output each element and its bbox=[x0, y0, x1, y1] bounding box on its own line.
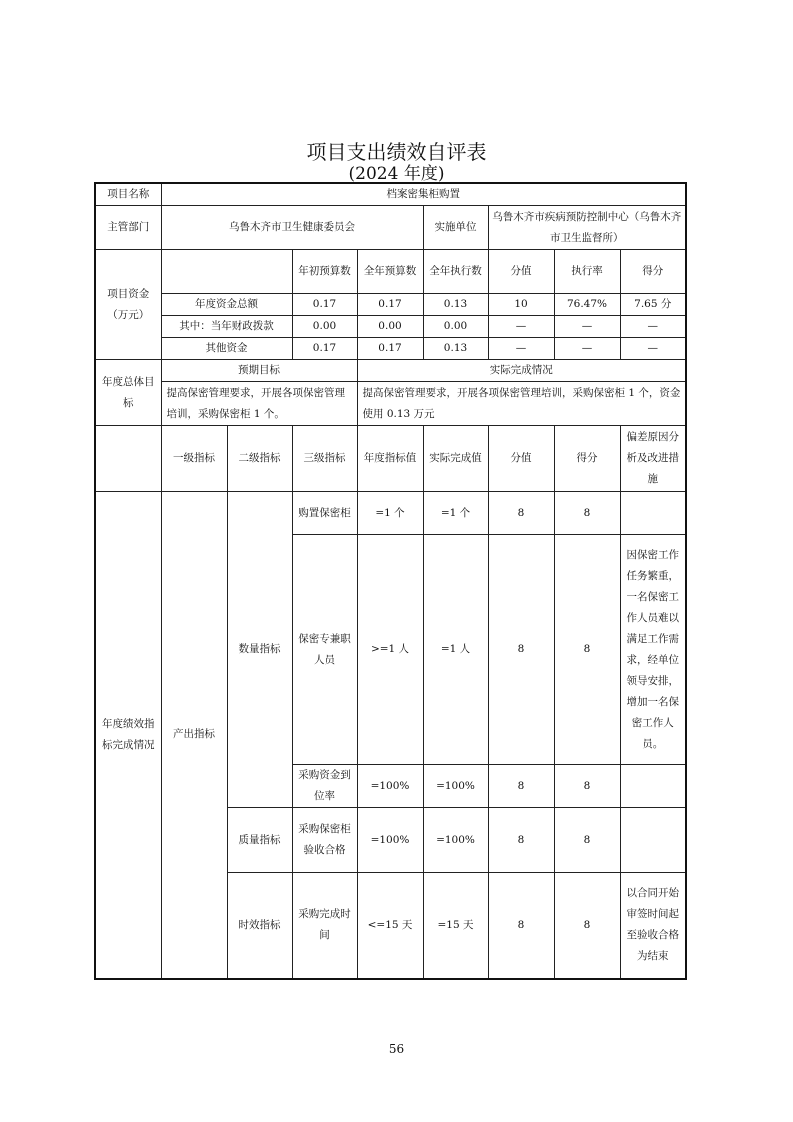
funds-row-executed: 0.13 bbox=[423, 294, 488, 316]
funds-row-initial: 0.17 bbox=[292, 294, 357, 316]
funds-row bbox=[95, 316, 686, 338]
funds-header-blank bbox=[161, 250, 292, 294]
indicator-actual: =1 人 bbox=[423, 535, 488, 765]
indicator-level3: 购置保密柜 bbox=[292, 492, 357, 535]
indicator-score-value: 8 bbox=[488, 808, 554, 873]
indicator-score: 8 bbox=[554, 765, 620, 808]
indicator-level2: 数量指标 bbox=[227, 492, 292, 808]
goals-actual-text: 提高保密管理要求，开展各项保密管理培训，采购保密柜 1 个，资金使用 0.13 万元 bbox=[357, 382, 686, 426]
funds-row-annual: 0.00 bbox=[357, 316, 423, 338]
indicator-deviation bbox=[620, 492, 686, 535]
goals-header-row bbox=[95, 360, 686, 382]
indicator-target: >=1 人 bbox=[357, 535, 423, 765]
funds-row bbox=[95, 294, 686, 316]
goals-expected-header: 预期目标 bbox=[161, 360, 357, 382]
indicator-score: 8 bbox=[554, 873, 620, 979]
document-subtitle: (2024 年度) bbox=[348, 164, 445, 184]
funds-row-label: 年度资金总额 bbox=[161, 294, 292, 316]
funds-row-score: 7.65 分 bbox=[620, 294, 686, 316]
document-title: 项目支出绩效自评表 bbox=[306, 140, 487, 164]
indicator-deviation: 以合同开始审签时间起至验收合格为结束 bbox=[620, 873, 686, 979]
funds-header-executed: 全年执行数 bbox=[423, 250, 488, 294]
indicator-actual: =15 天 bbox=[423, 873, 488, 979]
funds-row-score-value: 10 bbox=[488, 294, 554, 316]
funds-row-score: — bbox=[620, 316, 686, 338]
indicator-target: =100% bbox=[357, 765, 423, 808]
funds-header-annual: 全年预算数 bbox=[357, 250, 423, 294]
indicator-actual: =1 个 bbox=[423, 492, 488, 535]
department-label: 主管部门 bbox=[95, 206, 161, 250]
indicator-header-deviation: 偏差原因分析及改进措施 bbox=[620, 426, 686, 492]
funds-row-score-value: — bbox=[488, 338, 554, 360]
funds-row-initial: 0.00 bbox=[292, 316, 357, 338]
indicator-score-value: 8 bbox=[488, 873, 554, 979]
funds-row-rate: — bbox=[554, 316, 620, 338]
indicator-deviation bbox=[620, 765, 686, 808]
goals-content-row bbox=[95, 382, 686, 426]
performance-table bbox=[94, 182, 687, 980]
indicator-header-target: 年度指标值 bbox=[357, 426, 423, 492]
funds-row-label: 其中：当年财政拨款 bbox=[161, 316, 292, 338]
indicator-actual: =100% bbox=[423, 765, 488, 808]
funds-row-score-value: — bbox=[488, 316, 554, 338]
indicator-level3: 采购保密柜验收合格 bbox=[292, 808, 357, 873]
indicator-target: <=15 天 bbox=[357, 873, 423, 979]
indicator-header-blank bbox=[95, 426, 161, 492]
indicator-deviation: 因保密工作任务繁重，一名保密工作人员难以满足工作需求，经单位领导安排，增加一名保密工作人员。 bbox=[620, 535, 686, 765]
indicator-actual: =100% bbox=[423, 808, 488, 873]
funds-header-score-value: 分值 bbox=[488, 250, 554, 294]
funds-row-annual: 0.17 bbox=[357, 294, 423, 316]
indicator-header-actual: 实际完成值 bbox=[423, 426, 488, 492]
indicator-section-label: 年度绩效指标完成情况 bbox=[95, 492, 161, 979]
goals-actual-header: 实际完成情况 bbox=[357, 360, 686, 382]
implementing-unit-value: 乌鲁木齐市疾病预防控制中心（乌鲁木齐市卫生监督所） bbox=[488, 206, 686, 250]
funds-header-row bbox=[95, 250, 686, 294]
indicator-target: =100% bbox=[357, 808, 423, 873]
funds-row-label: 其他资金 bbox=[161, 338, 292, 360]
funds-row-annual: 0.17 bbox=[357, 338, 423, 360]
indicator-header-level1: 一级指标 bbox=[161, 426, 227, 492]
indicator-level1: 产出指标 bbox=[161, 492, 227, 979]
funds-header-rate: 执行率 bbox=[554, 250, 620, 294]
goals-label: 年度总体目标 bbox=[95, 360, 161, 426]
indicator-score: 8 bbox=[554, 492, 620, 535]
funds-label: 项目资金（万元） bbox=[95, 250, 161, 360]
indicator-level3: 采购完成时间 bbox=[292, 873, 357, 979]
indicator-level3: 采购资金到位率 bbox=[292, 765, 357, 808]
indicator-score-value: 8 bbox=[488, 535, 554, 765]
page-number: 56 bbox=[388, 1042, 405, 1056]
funds-row-rate: 76.47% bbox=[554, 294, 620, 316]
funds-row-executed: 0.00 bbox=[423, 316, 488, 338]
indicator-score: 8 bbox=[554, 535, 620, 765]
project-name-label: 项目名称 bbox=[95, 183, 161, 206]
indicator-score-value: 8 bbox=[488, 765, 554, 808]
funds-row-executed: 0.13 bbox=[423, 338, 488, 360]
indicator-header-level3: 三级指标 bbox=[292, 426, 357, 492]
department-row bbox=[95, 206, 686, 250]
funds-row bbox=[95, 338, 686, 360]
indicator-target: =1 个 bbox=[357, 492, 423, 535]
indicator-header-score: 得分 bbox=[554, 426, 620, 492]
indicator-level3: 保密专兼职人员 bbox=[292, 535, 357, 765]
indicator-row bbox=[95, 492, 686, 535]
indicator-level2: 质量指标 bbox=[227, 808, 292, 873]
project-name-row bbox=[95, 183, 686, 206]
project-name-value: 档案密集柜购置 bbox=[161, 183, 686, 206]
indicator-deviation bbox=[620, 808, 686, 873]
funds-header-initial: 年初预算数 bbox=[292, 250, 357, 294]
funds-row-score: — bbox=[620, 338, 686, 360]
goals-expected-text: 提高保密管理要求，开展各项保密管理培训，采购保密柜 1 个。 bbox=[161, 382, 357, 426]
indicator-header-row bbox=[95, 426, 686, 492]
implementing-unit-label: 实施单位 bbox=[423, 206, 488, 250]
indicator-score-value: 8 bbox=[488, 492, 554, 535]
department-value: 乌鲁木齐市卫生健康委员会 bbox=[161, 206, 423, 250]
funds-row-rate: — bbox=[554, 338, 620, 360]
indicator-header-level2: 二级指标 bbox=[227, 426, 292, 492]
indicator-score: 8 bbox=[554, 808, 620, 873]
indicator-header-score-value: 分值 bbox=[488, 426, 554, 492]
funds-header-score: 得分 bbox=[620, 250, 686, 294]
funds-row-initial: 0.17 bbox=[292, 338, 357, 360]
indicator-level2: 时效指标 bbox=[227, 873, 292, 979]
